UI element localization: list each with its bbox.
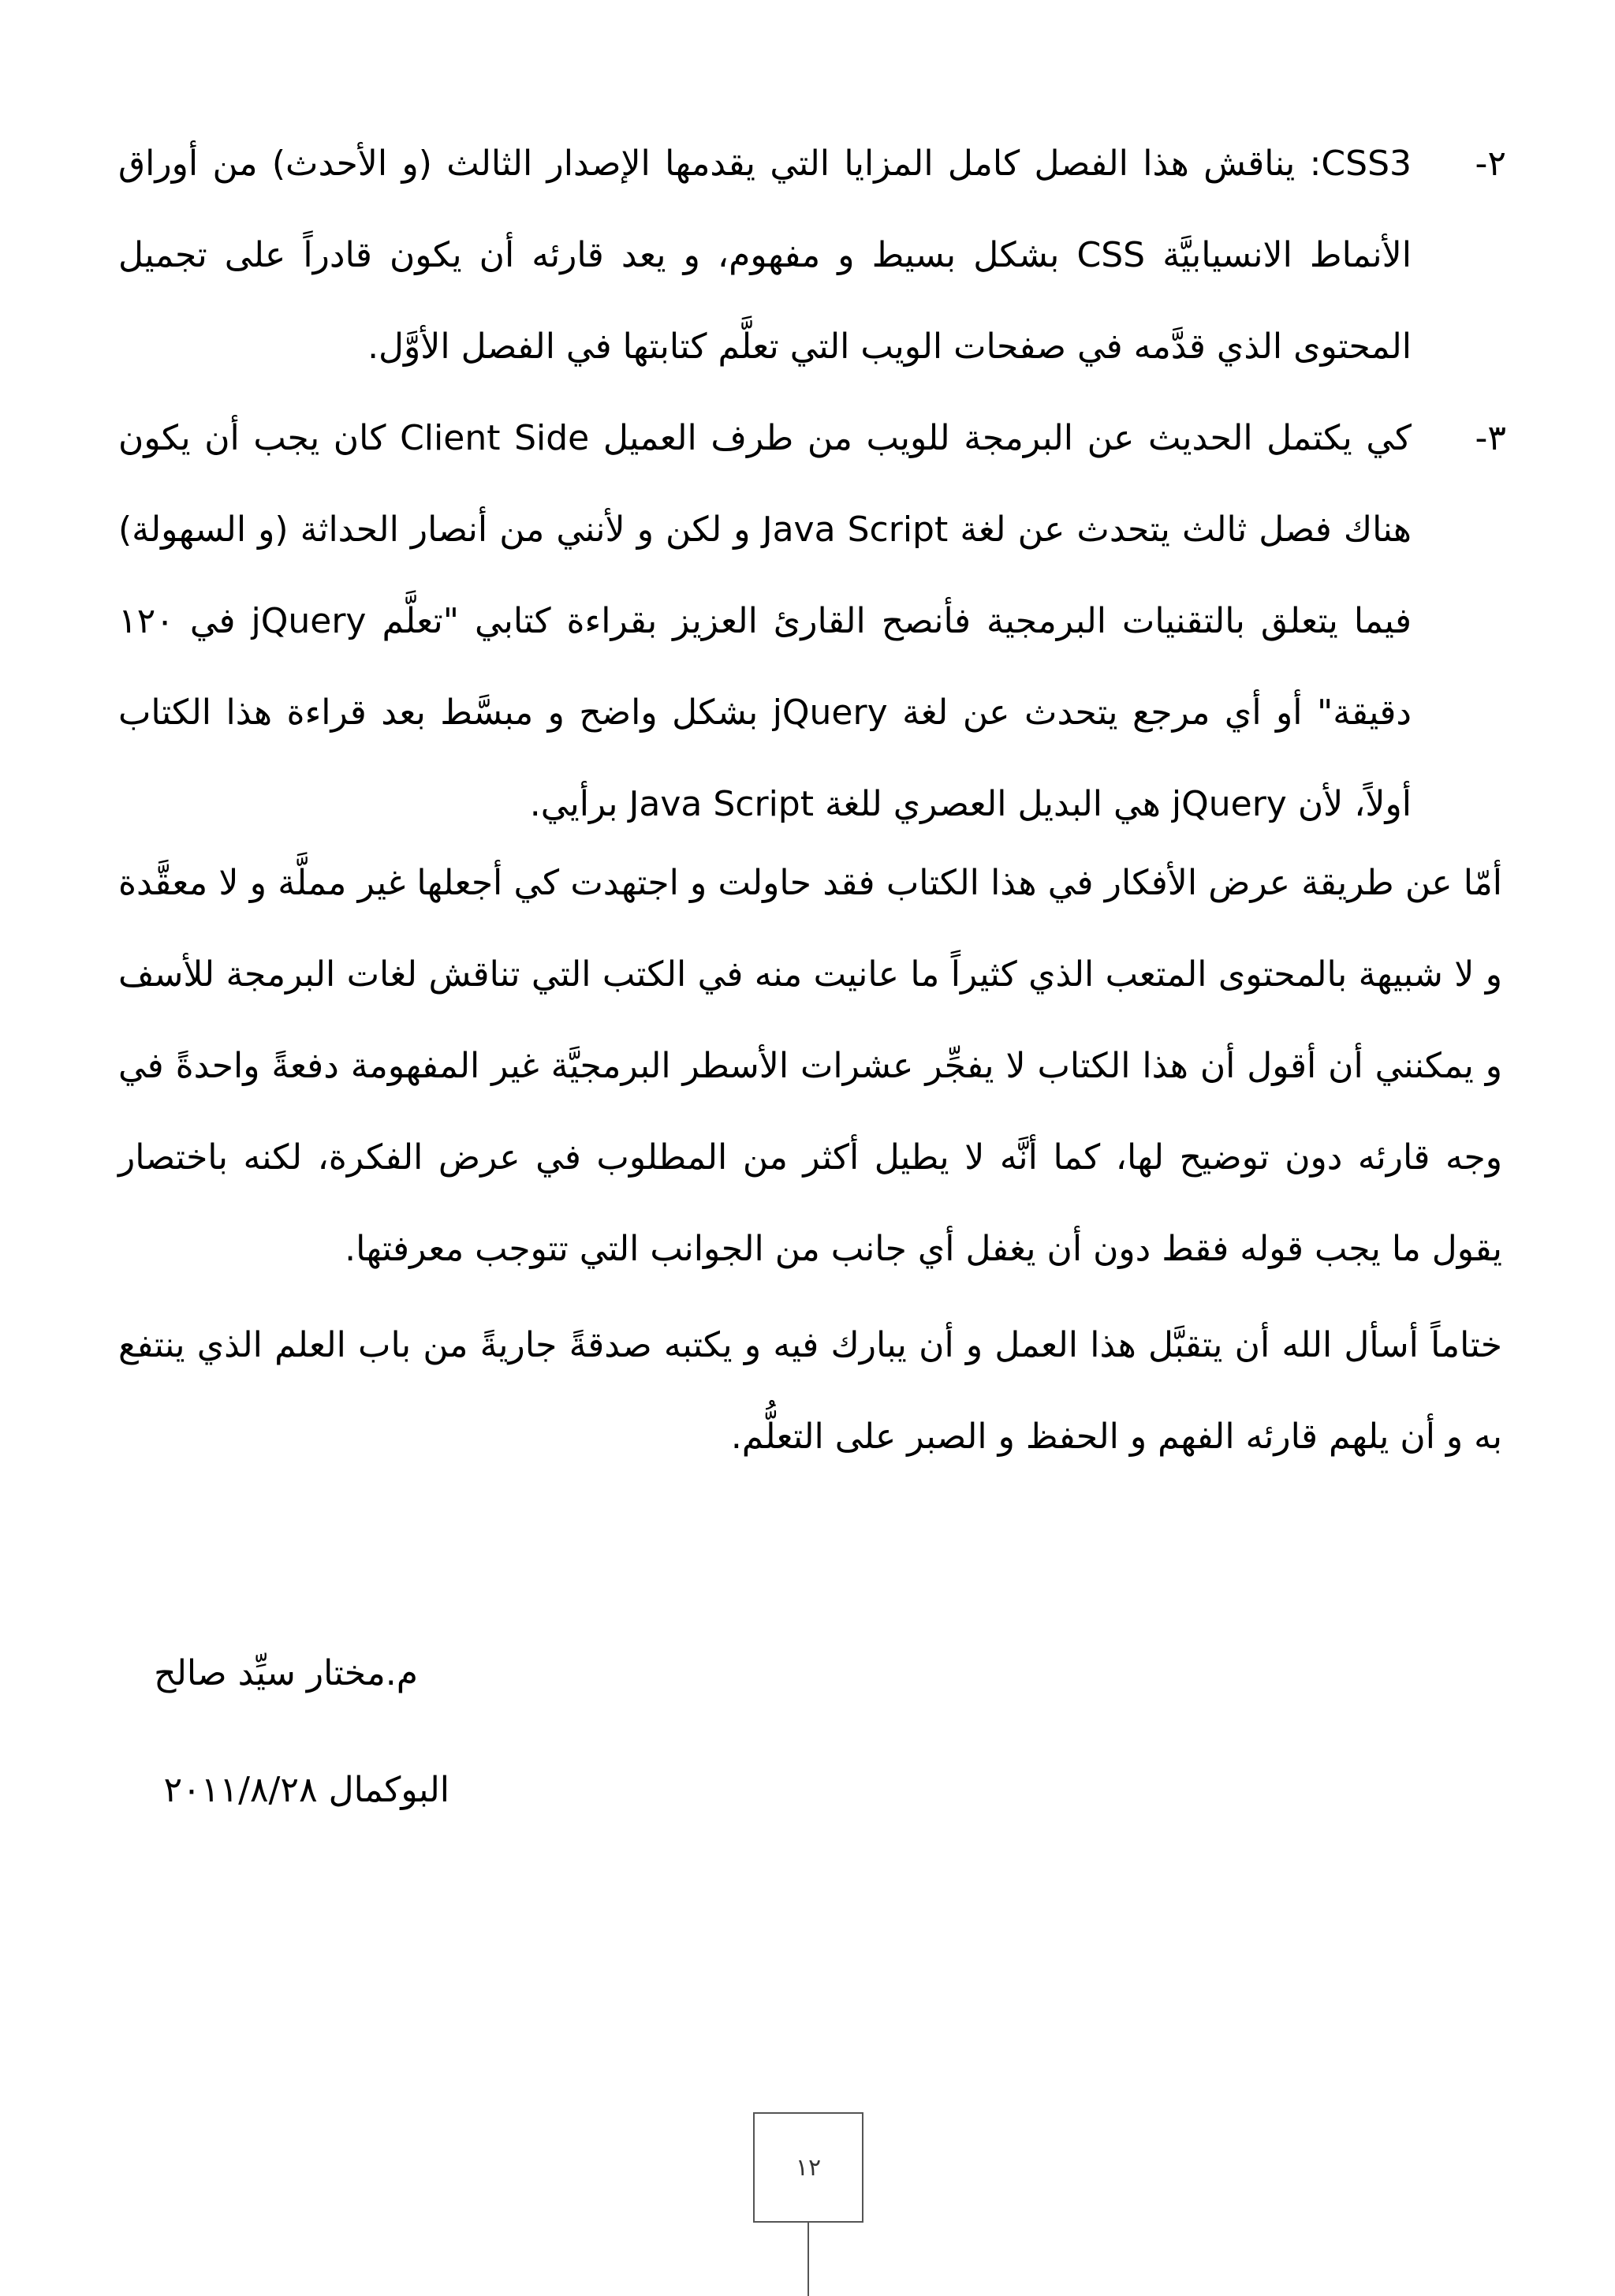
list-item-number: ٢- [1475, 144, 1506, 184]
list-item-text: كي يكتمل الحديث عن البرمجة للويب من طرف العميل Client Side كان يجب أن يكون هناك فصل ثالث يتحدث عن لغة Java Script و لكن و لأنني من أنصار الحداثة (و السهولة) فيما يتعلق بالتقنيات البرمجية فأنصح القارئ العزيز بقراءة كتابي "تعلَّم jQuery في ١٢٠ دقيقة" أو أي مرجع يتحدث عن لغة jQuery بشكل واضح و مبسَّط بعد قراءة هذا الكتاب أولاً، لأن jQuery هي البديل العصري للغة Java Script برأيي. [118, 418, 1412, 824]
page-number: ١٢ [795, 2153, 822, 2182]
list-item-text: CSS3: يناقش هذا الفصل كامل المزايا التي يقدمها الإصدار الثالث (و الأحدث) من أوراق الأنماط الانسيابيَّة CSS بشكل بسيط و مفهوم، و يعد قارئه أن يكون قادراً على تجميل المحتوى الذي قدَّمه في صفحات الويب التي تعلَّم كتابتها في الفصل الأوَّل. [118, 144, 1412, 367]
paragraph-closing: ختاماً أسأل الله أن يتقبَّل هذا العمل و أن يبارك فيه و يكتبه صدقةً جاريةً من باب العلم الذي ينتفع به و أن يلهم قارئه الفهم و الحفظ و الصبر على التعلُّم. [118, 1325, 1502, 1457]
numbered-list [118, 118, 1506, 850]
page-number-box [753, 2112, 863, 2223]
author-signature: م.مختار سيِّد صالح [154, 1653, 418, 1693]
list-item [118, 393, 1506, 850]
list-item-number: ٣- [1475, 418, 1506, 458]
paragraph-presentation: أمّا عن طريقة عرض الأفكار في هذا الكتاب فقد حاولت و اجتهدت كي أجعلها غير مملَّة و لا معقَّدة و لا شبيهة بالمحتوى المتعب الذي كثيراً ما عانيت منه في الكتب التي تناقش لغات البرمجة للأسف و يمكنني أن أقول أن هذا الكتاب لا يفجِّر عشرات الأسطر البرمجيَّة غير المفهومة دفعةً واحدةً في وجه قارئه دون توضيح لها، كما أنَّه لا يطيل أكثر من المطلوب في عرض الفكرة، لكنه باختصار يقول ما يجب قوله فقط دون أن يغفل أي جانب من الجوانب التي تتوجب معرفتها. [118, 863, 1502, 1269]
place-date: البوكمال ٢٠١١/٨/٢٨ [163, 1770, 449, 1810]
list-item [118, 118, 1506, 393]
page-number-connector-line [808, 2223, 809, 2296]
